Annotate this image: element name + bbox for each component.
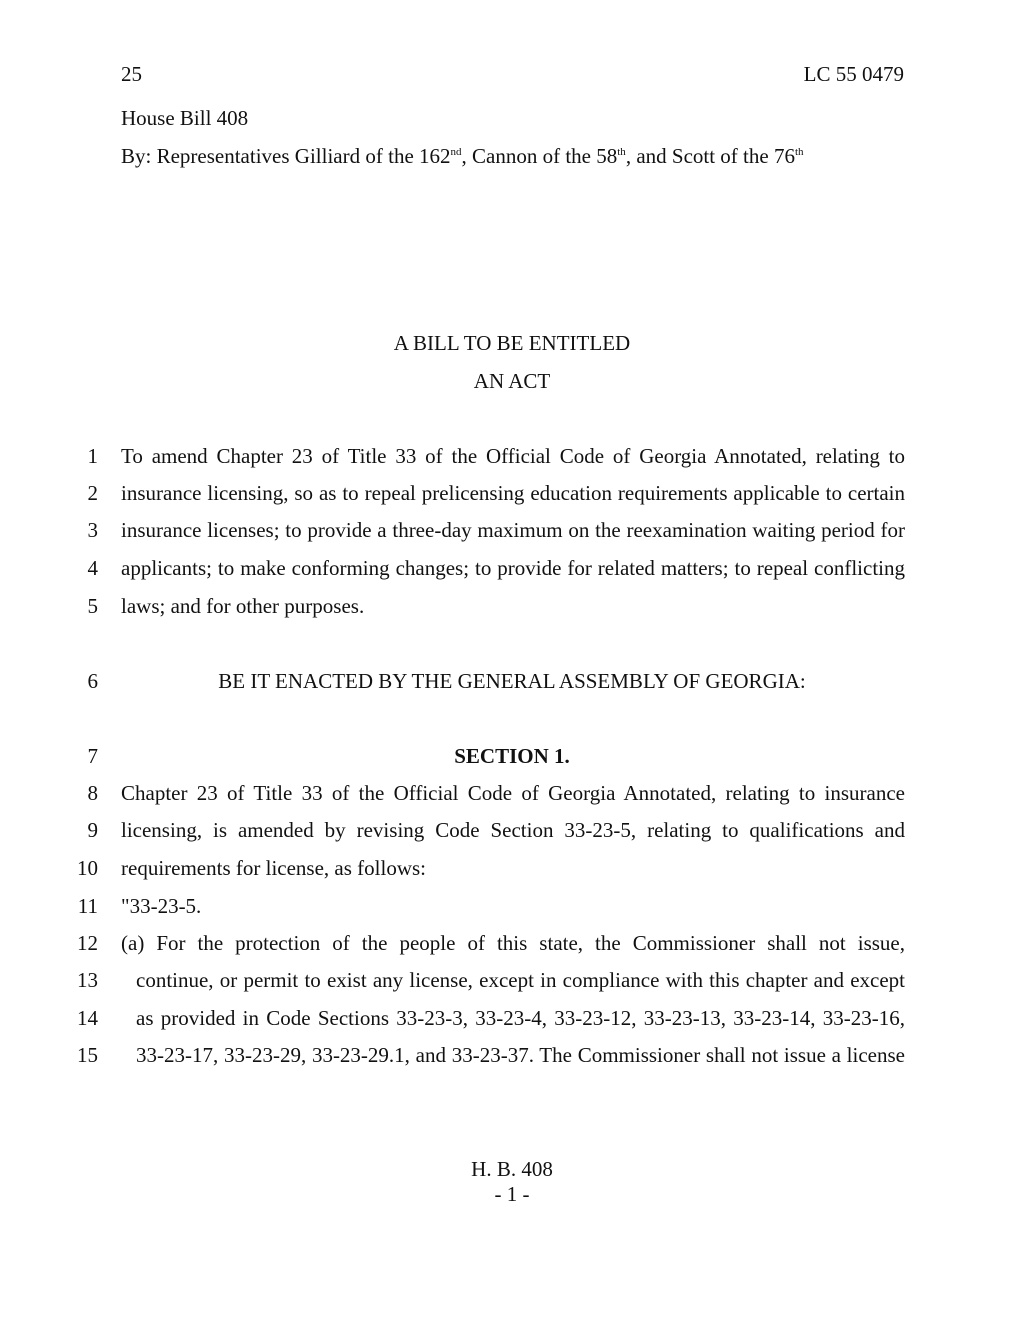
line-number: 10 (77, 856, 98, 880)
line-number: 15 (77, 1043, 98, 1067)
line-number: 7 (87, 744, 98, 768)
body-line: continue, or permit to exist any license, except in compliance with this chapter and except (136, 968, 905, 992)
lc-number: LC 55 0479 (803, 62, 904, 86)
body-line: licensing, is amended by revising Code Section 33-23-5, relating to qualifications and (121, 818, 905, 842)
line-number: 9 (87, 818, 98, 842)
body-line: as provided in Code Sections 33-23-3, 33-23-4, 33-23-12, 33-23-13, 33-23-14, 33-23-16, (136, 1006, 905, 1030)
body-line: 33-23-17, 33-23-29, 33-23-29.1, and 33-23-37. The Commissioner shall not issue a license (136, 1043, 905, 1067)
enacting-clause: BE IT ENACTED BY THE GENERAL ASSEMBLY OF GEORGIA: (218, 669, 806, 693)
body-line: requirements for license, as follows: (121, 856, 426, 880)
line-number: 13 (77, 968, 98, 992)
body-line: (a) For the protection of the people of this state, the Commissioner shall not issue, (121, 931, 905, 955)
sponsors-line: By: Representatives Gilliard of the 162nd, Cannon of the 58th, and Scott of the 76th (121, 144, 804, 168)
session-number: 25 (121, 62, 142, 86)
line-number: 14 (77, 1006, 98, 1030)
line-number: 12 (77, 931, 98, 955)
act-heading: AN ACT (473, 369, 551, 393)
body-line: laws; and for other purposes. (121, 594, 365, 618)
page-number: - 1 - (494, 1182, 530, 1206)
body-line: insurance licenses; to provide a three-day maximum on the reexamination waiting period for (121, 518, 905, 542)
footer-bill-ref: H. B. 408 (471, 1157, 553, 1181)
body-line: insurance licensing, so as to repeal prelicensing education requirements applicable to certain (121, 481, 905, 505)
code-section-label: "33-23-5. (121, 894, 202, 918)
body-line: Chapter 23 of Title 33 of the Official Code of Georgia Annotated, relating to insurance (121, 781, 905, 805)
body-line: To amend Chapter 23 of Title 33 of the Official Code of Georgia Annotated, relating to (121, 444, 905, 468)
section-heading: SECTION 1. (454, 744, 570, 768)
bill-title: House Bill 408 (121, 106, 249, 130)
line-number: 5 (87, 594, 98, 618)
bill-heading: A BILL TO BE ENTITLED (393, 331, 631, 355)
line-number: 2 (87, 481, 98, 505)
line-number: 1 (87, 444, 98, 468)
line-number: 8 (87, 781, 98, 805)
line-number: 3 (87, 518, 98, 542)
line-number: 6 (87, 669, 98, 693)
body-line: applicants; to make conforming changes; to provide for related matters; to repeal conflicting (121, 556, 905, 580)
line-number: 4 (87, 556, 98, 580)
line-number: 11 (77, 894, 98, 918)
